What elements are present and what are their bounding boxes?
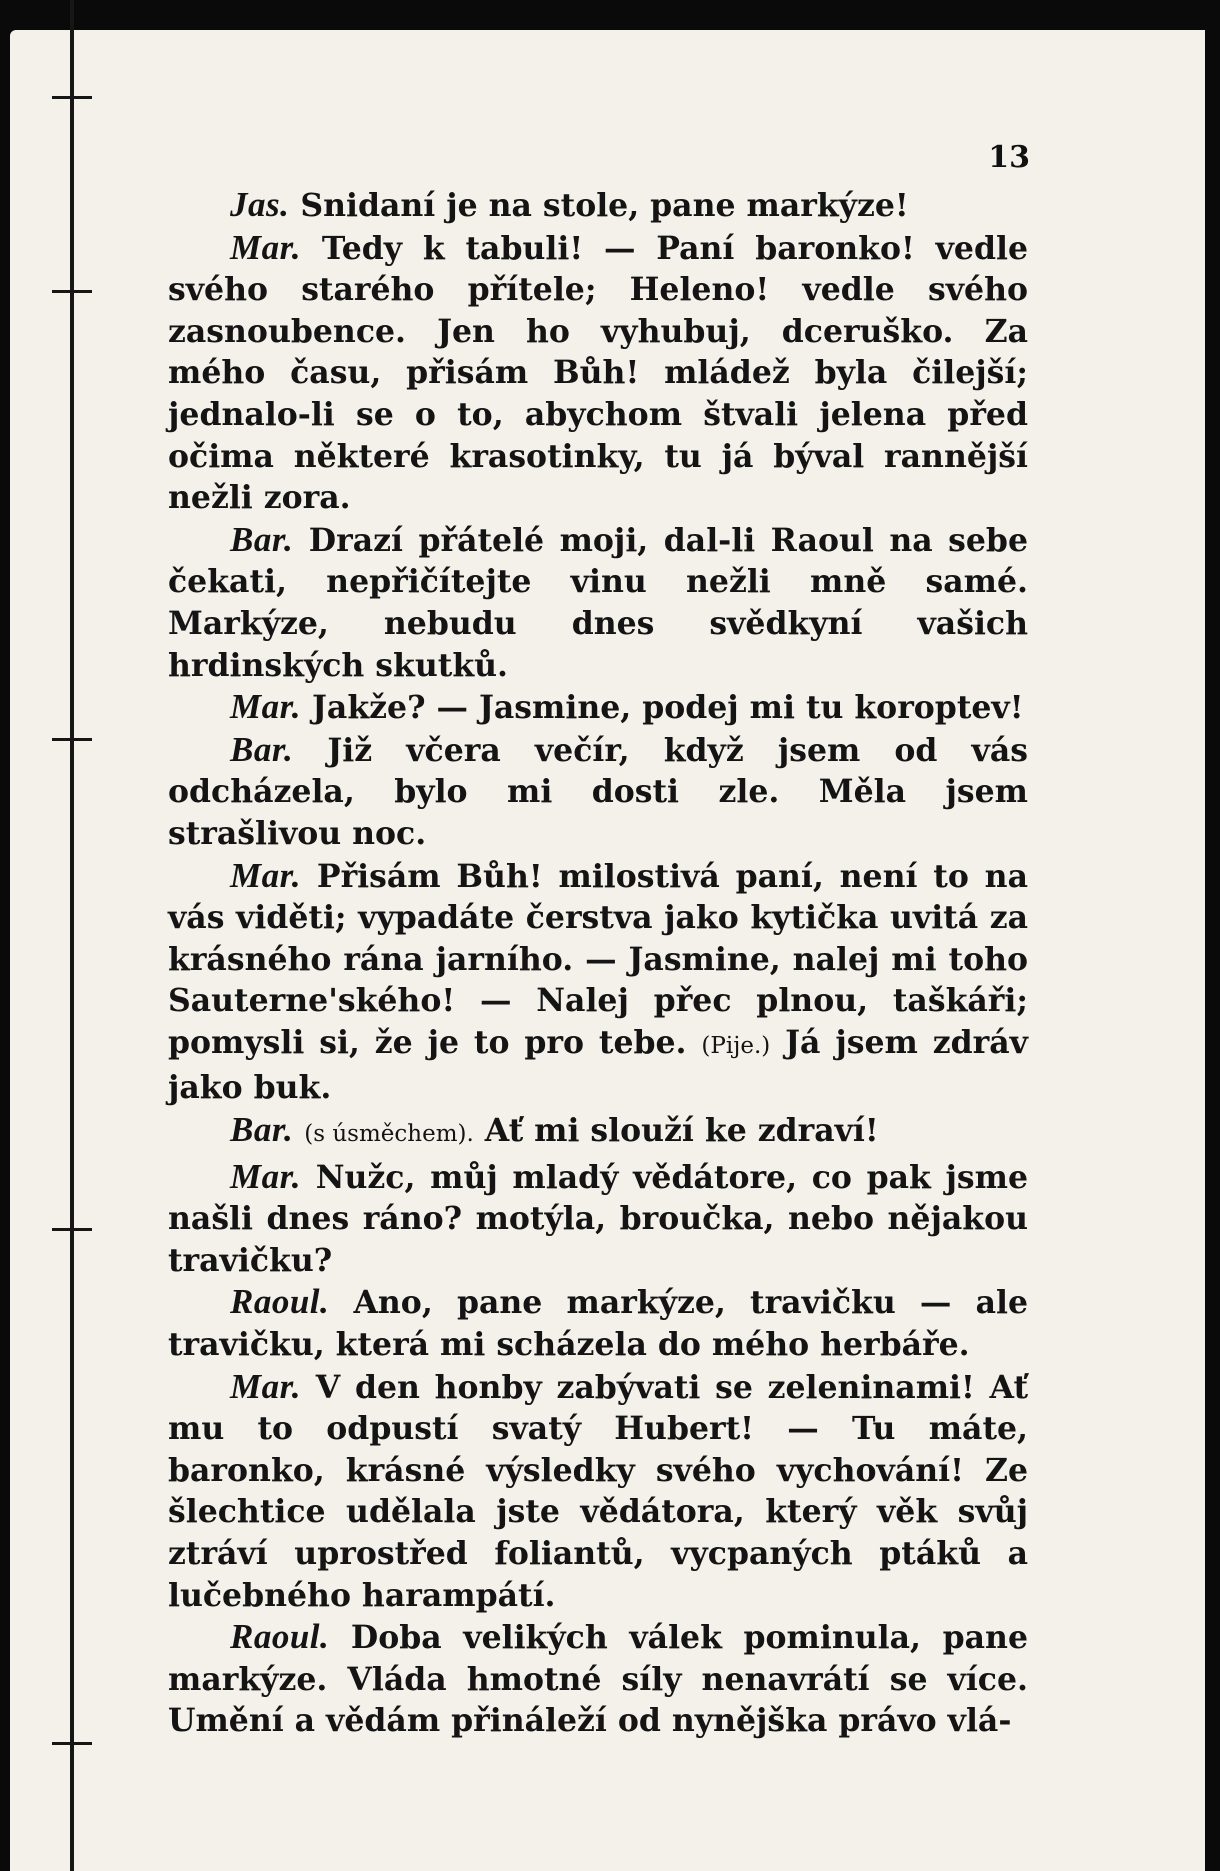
dialogue-line: Snidaní je na stole, pane markýze! <box>289 187 909 224</box>
stage-direction: (s úsměchem). <box>304 1121 474 1148</box>
dialogue-line: Přisám Bůh! milostivá paní, není to na vás viděti; vypadáte čerstva jako kytička uvitá za krásného rána jarního. — Jasmine, nalej mi toho Sauterne'ského! — Nalej přec plnou, taškáři; pomysli si, že je to pro tebe. <box>168 857 1028 1061</box>
dialogue-line: Nužc, můj mladý vědátore, co pak jsme našli dnes ráno? motýla, broučka, nebo nějakou travičku? <box>168 1158 1028 1279</box>
dialogue-line: Jakže? — Jasmine, podej mi tu koroptev! <box>301 689 1024 727</box>
dialogue-text <box>168 184 1028 1742</box>
dialogue-line: Já jsem zdráv jako buk. <box>168 1023 1028 1107</box>
speaker-name: Mar. <box>230 1156 302 1196</box>
speaker-name: Jas. <box>230 185 290 224</box>
binding-stitch <box>52 738 92 741</box>
stage-direction: (Pije.) <box>701 1032 771 1059</box>
speaker-name: Mar. <box>230 687 302 727</box>
dialogue-line: V den honby zabývati se zeleninami! Ať mu to odpustí svatý Hubert! — Tu máte, baronko, krásné výsledky svého vychování! Ze šlechtice udělala jste vědátora, který věk svůj ztráví uprostřed foliantů, vycpaných ptáků a lučebného harampátí. <box>168 1368 1028 1614</box>
dialogue-line: Doba velikých válek pominula, pane markýze. Vláda hmotné síly nenavrátí se více. Umění a vědám přináleží od nynějška právo vlá- <box>168 1619 1028 1740</box>
dialogue-line: Tedy k tabuli! — Paní baronko! vedle svého starého přítele; Heleno! vedle svého zasnoubence. Jen ho vyhubuj, dceruško. Za mého času, přisám Bůh! mládež byla čilejší; jednalo-li se o to, abychom štvali jelena před očima některé krasotinky, tu já býval rannější nežli zora. <box>168 229 1028 517</box>
dialogue-line: Již včera večír, když jsem od vás odcházela, bylo mi dosti zle. Měla jsem strašlivou noc. <box>168 731 1028 852</box>
speaker-name: Bar. <box>230 1110 294 1150</box>
dialogue-paragraph <box>168 519 1028 686</box>
binding-stitch <box>52 1228 92 1231</box>
dialogue-paragraph <box>168 855 1028 1110</box>
dialogue-paragraph <box>168 1281 1028 1365</box>
speaker-name: Mar. <box>230 227 302 267</box>
dialogue-paragraph <box>168 1366 1028 1617</box>
dialogue-paragraph <box>168 184 1028 227</box>
speaker-name: Bar. <box>230 729 294 769</box>
dialogue-line: Drazí přátelé moji, dal-li Raoul na sebe čekati, nepřičítejte vinu nežli mně samé. Markýze, nebudu dnes svědkyní vašich hrdinských skutků. <box>168 521 1028 684</box>
dialogue-paragraph <box>168 729 1028 855</box>
speaker-name: Raoul. <box>230 1282 330 1322</box>
speaker-name: Mar. <box>230 1366 302 1406</box>
binding-stitch <box>52 1742 92 1745</box>
dialogue-line <box>293 1112 304 1149</box>
binding-thread <box>70 0 74 1871</box>
dialogue-line: Ano, pane markýze, travičku — ale travičku, která mi scházela do mého herbáře. <box>168 1284 1028 1364</box>
dialogue-line: Ať mi slouží ke zdraví! <box>473 1112 879 1150</box>
binding-stitch <box>52 290 92 293</box>
dialogue-paragraph <box>168 686 1028 729</box>
page-number: 13 <box>988 140 1030 175</box>
speaker-name: Raoul. <box>230 1617 330 1657</box>
dialogue-paragraph <box>168 1109 1028 1156</box>
dialogue-paragraph <box>168 227 1028 519</box>
speaker-name: Mar. <box>230 855 302 895</box>
dialogue-paragraph <box>168 1616 1028 1742</box>
dialogue-paragraph <box>168 1156 1028 1282</box>
speaker-name: Bar. <box>230 519 294 559</box>
binding-stitch <box>52 96 92 99</box>
